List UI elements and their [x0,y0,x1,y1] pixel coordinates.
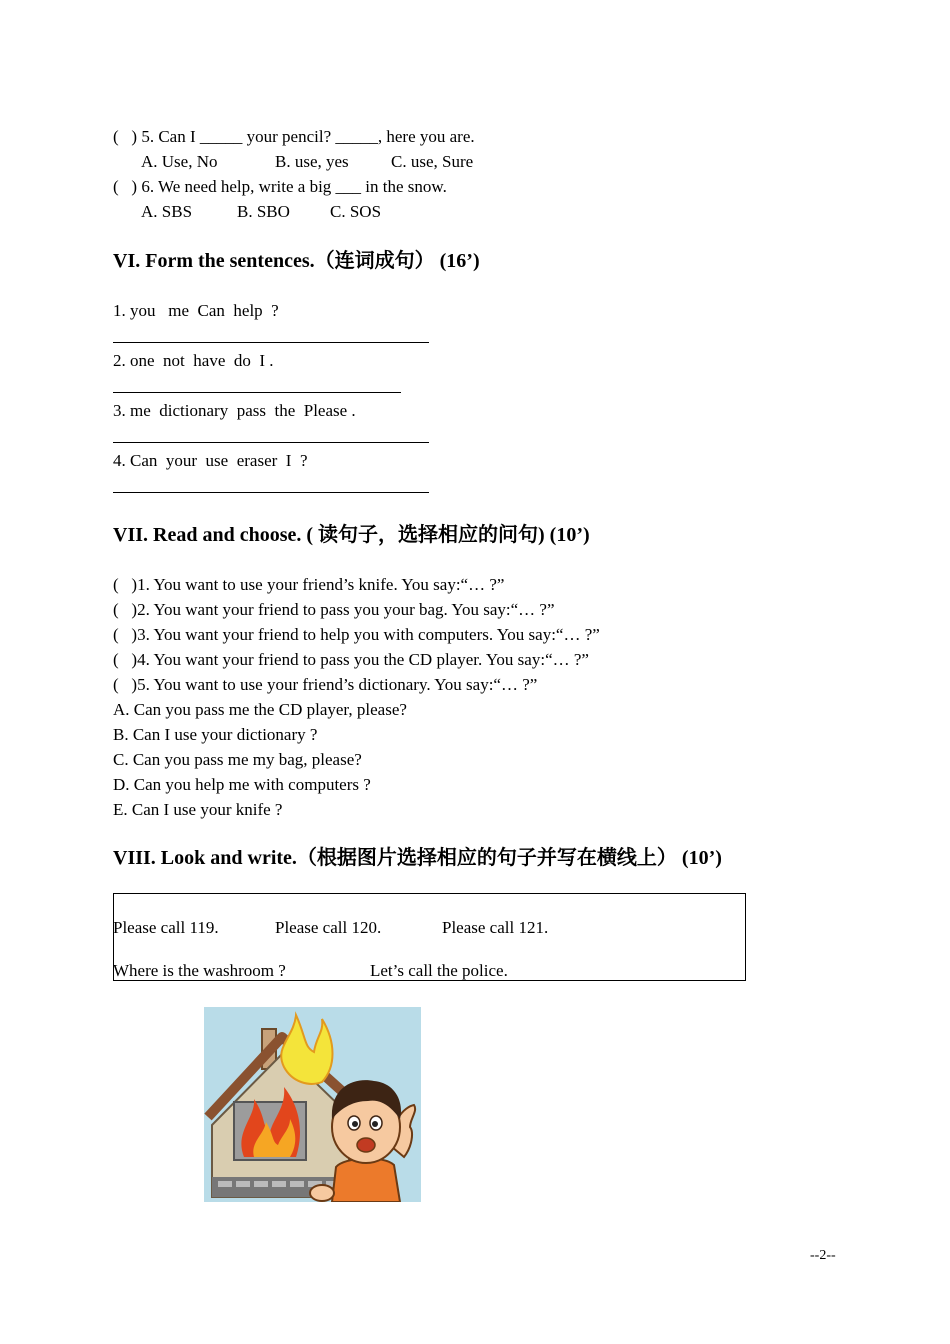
form-item-2: 2. one not have do I . [113,351,274,370]
q5-option-a: A. Use, No [141,152,218,171]
bank-sentence-police: Let’s call the police. [370,961,508,980]
choose-question-3: ( )3. You want your friend to help you with computers. You say:“… ?” [113,625,600,644]
choose-question-5: ( )5. You want to use your friend’s dictionary. You say:“… ?” [113,675,538,694]
form-item-4: 4. Can your use eraser I ? [113,451,308,470]
section-8-title: VIII. Look and write.（根据图片选择相应的句子并写在横线上） (10’) [113,847,722,869]
bank-sentence-119: Please call 119. [113,918,219,937]
section-7-title: VII. Read and choose. ( 读句子，选择相应的问句) (10’) [113,524,590,546]
answer-line-3 [113,442,429,443]
choice-a: A. Can you pass me the CD player, please? [113,700,407,719]
q6-option-c: C. SOS [330,202,382,221]
answer-line-2 [113,392,401,393]
choose-question-2: ( )2. You want your friend to pass you your bag. You say:“… ?” [113,600,555,619]
choice-e: E. Can I use your knife ? [113,800,283,819]
form-item-1: 1. you me Can help ? [113,301,279,320]
q6-option-b: B. SBO [237,202,290,221]
section-6-title: VI. Form the sentences.（连词成句） (16’) [113,250,480,272]
bank-sentence-121: Please call 121. [442,918,549,937]
page-number: --2-- [810,1248,836,1263]
answer-line-4 [113,492,429,493]
choose-question-4: ( )4. You want your friend to pass you the CD player. You say:“… ?” [113,650,589,669]
choose-question-1: ( )1. You want to use your friend’s knife. You say:“… ?” [113,575,505,594]
q5-option-c: C. use, Sure [391,152,474,171]
q6-option-a: A. SBS [141,202,193,221]
form-item-3: 3. me dictionary pass the Please . [113,401,356,420]
bank-sentence-120: Please call 120. [275,918,382,937]
answer-line-1 [113,342,429,343]
fire-house-illustration [204,1007,421,1202]
choice-d: D. Can you help me with computers ? [113,775,371,794]
choice-b: B. Can I use your dictionary ? [113,725,318,744]
question-5-stem: ( ) 5. Can I _____ your pencil? _____, here you are. [113,127,475,146]
choice-c: C. Can you pass me my bag, please? [113,750,362,769]
question-6-stem: ( ) 6. We need help, write a big ___ in the snow. [113,177,447,196]
bank-sentence-washroom: Where is the washroom ? [113,961,286,980]
q5-option-b: B. use, yes [275,152,349,171]
